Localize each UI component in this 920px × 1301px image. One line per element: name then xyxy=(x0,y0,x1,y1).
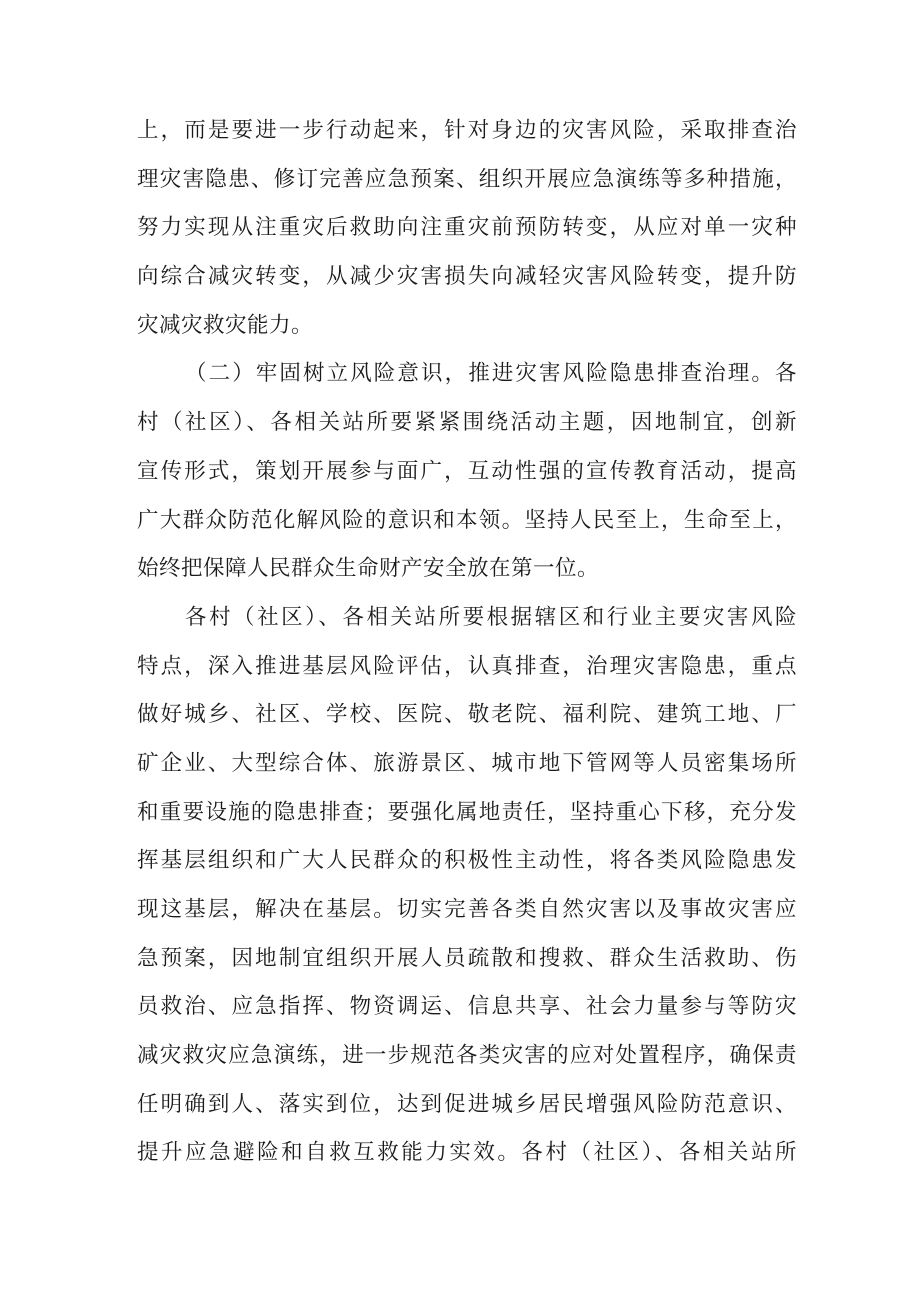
text-line: 始终把保障人民群众生命财产安全放在第一位。 xyxy=(137,556,600,582)
text-line: 和重要设施的隐患排查；要强化属地责任，坚持重心下移，充分发 xyxy=(137,799,797,825)
paragraph-3 xyxy=(137,594,797,1178)
text-line: 广大群众防范化解风险的意识和本领。坚持人民至上，生命至上， xyxy=(137,507,797,533)
paragraph-1 xyxy=(137,107,797,350)
text-line: 宣传形式，策划开展参与面广，互动性强的宣传教育活动，提高 xyxy=(137,458,797,484)
text-line: 急预案，因地制宜组织开展人员疏散和搜救、群众生活救助、伤 xyxy=(137,945,797,971)
paragraph-2 xyxy=(137,350,797,593)
text-line: （二）牢固树立风险意识，推进灾害风险隐患排查治理。各 xyxy=(185,361,797,387)
text-line: 任明确到人、落实到位，达到促进城乡居民增强风险防范意识、 xyxy=(137,1091,797,1117)
text-line: 各村（社区）、各相关站所要根据辖区和行业主要灾害风险 xyxy=(185,604,797,630)
text-line: 矿企业、大型综合体、旅游景区、城市地下管网等人员密集场所 xyxy=(137,750,797,776)
text-line: 努力实现从注重灾后救助向注重灾前预防转变，从应对单一灾种 xyxy=(137,215,797,241)
text-line: 上，而是要进一步行动起来，针对身边的灾害风险，采取排查治 xyxy=(137,118,797,143)
text-line: 灾减灾救灾能力。 xyxy=(137,312,314,338)
text-line: 理灾害隐患、修订完善应急预案、组织开展应急演练等多种措施， xyxy=(137,166,797,192)
text-line: 向综合减灾转变，从减少灾害损失向减轻灾害风险转变，提升防 xyxy=(137,264,797,290)
text-line: 村（社区）、各相关站所要紧紧围绕活动主题，因地制宜，创新 xyxy=(137,410,797,436)
text-line: 员救治、应急指挥、物资调运、信息共享、社会力量参与等防灾 xyxy=(137,994,797,1020)
text-line: 做好城乡、社区、学校、医院、敬老院、福利院、建筑工地、厂 xyxy=(137,702,797,728)
text-line: 现这基层，解决在基层。切实完善各类自然灾害以及事故灾害应 xyxy=(137,897,797,922)
document-body xyxy=(137,107,797,1178)
text-line: 提升应急避险和自救互救能力实效。各村（社区）、各相关站所 xyxy=(137,1140,797,1166)
text-line: 特点，深入推进基层风险评估，认真排查，治理灾害隐患，重点 xyxy=(137,653,797,679)
text-line: 减灾救灾应急演练，进一步规范各类灾害的应对处置程序，确保责 xyxy=(137,1043,797,1069)
text-line: 挥基层组织和广大人民群众的积极性主动性，将各类风险隐患发 xyxy=(137,848,797,874)
